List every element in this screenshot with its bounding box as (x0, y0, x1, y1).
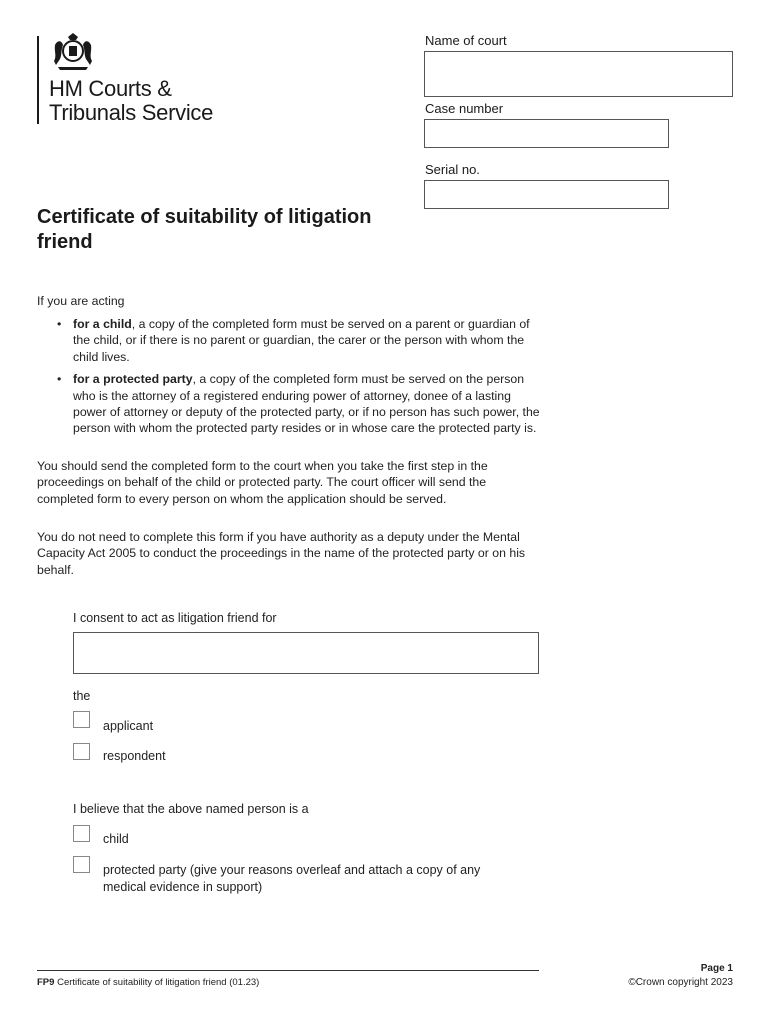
bullet-text: , a copy of the completed form must be served on a parent or guardian of the child, or if there is no parent or guardian, the carer or the person with whom the child lives. (73, 317, 530, 364)
child-checkbox[interactable] (73, 825, 90, 842)
bullet-bold: for a child (73, 317, 132, 331)
child-label: child (103, 832, 129, 846)
list-item (37, 371, 547, 437)
court-name-field[interactable] (424, 51, 733, 97)
page-number: Page 1 (700, 963, 733, 974)
court-name-label: Name of court (425, 33, 507, 48)
litigant-name-field[interactable] (73, 632, 539, 674)
case-number-label: Case number (425, 101, 504, 116)
copyright: ©Crown copyright 2023 (628, 977, 733, 988)
bullet-bold: for a protected party (73, 372, 193, 387)
respondent-label: respondent (103, 749, 166, 763)
protected-party-checkbox[interactable] (73, 856, 90, 873)
logo-line-2: Tribunals Service (49, 100, 214, 125)
serial-number-field[interactable] (424, 180, 669, 209)
send-instructions: You should send the completed form to the court when you take the first step in the proceedings on behalf of the child or protected party. The court officer will send the completed form to every person on whom the application should be served. (37, 459, 488, 506)
organisation-name (49, 77, 213, 125)
bullet-dot: • (57, 372, 62, 387)
logo-rule (37, 36, 39, 124)
logo-line-1: HM Courts & (49, 76, 172, 101)
the-label: the (73, 689, 91, 703)
form-title: Certificate of suitability of litigation friend (01.23) (54, 977, 260, 988)
footer-form-id (37, 977, 259, 988)
consent-label: I consent to act as litigation friend for (73, 611, 277, 625)
respondent-checkbox[interactable] (73, 743, 90, 760)
belief-label: I believe that the above named person is a (73, 802, 309, 816)
footer-meta (628, 962, 733, 990)
protected-party-label: protected party (give your reasons overleaf and attach a copy of any medical evidence in support) (103, 863, 481, 894)
royal-crest-icon (50, 31, 96, 71)
footer-rule (37, 970, 539, 971)
applicant-checkbox[interactable] (73, 711, 90, 728)
applicant-label: applicant (103, 719, 154, 733)
form-code: FP9 (37, 977, 55, 988)
bullet-dot: • (57, 317, 62, 331)
list-item (37, 316, 547, 365)
page-title: Certificate of suitability of litigation friend (37, 206, 372, 253)
serial-number-label: Serial no. (425, 162, 480, 177)
intro-text: If you are acting (37, 294, 125, 308)
bullet-list (37, 316, 547, 443)
deputy-note: You do not need to complete this form if you have authority as a deputy under the Mental Capacity Act 2005 to conduct the proceedings in the name of the protected party or on his behalf. (37, 530, 526, 577)
bullet-text: , a copy of the completed form must be served on the person who is the attorney of a registered enduring power of attorney, donee of a lasting power of attorney or deputy of the protected party, or if no person has such power, the person with whom the protected party resides or in whose care the protected party is. (73, 372, 540, 436)
case-number-field[interactable] (424, 119, 669, 148)
